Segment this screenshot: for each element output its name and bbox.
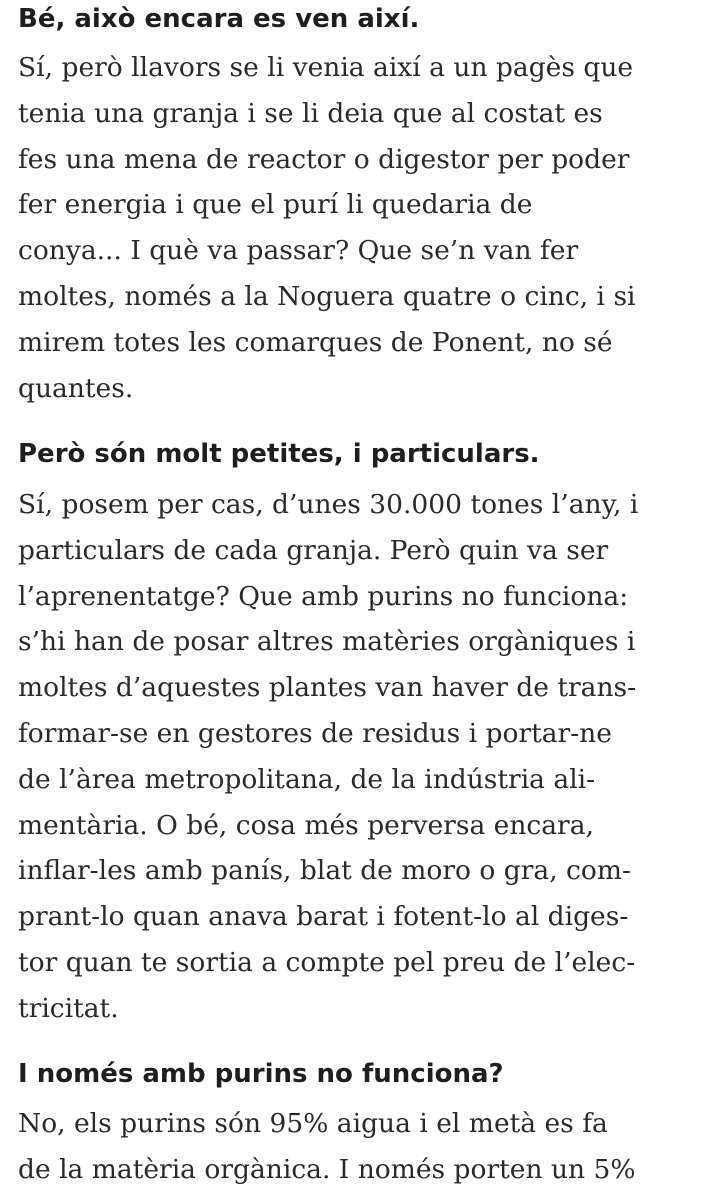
interview-answer [18,482,638,1032]
answer-line: Sí, però llavors se li venia així a un pagès que [18,52,634,83]
answer-line: mirem totes les comarques de Ponent, no sé [18,326,613,358]
answer-line: inflar-les amb panís, blat de moro o gra, com- [18,855,631,887]
answer-line: Sí, posem per cas, d’unes 30.000 tones l’any, i [18,489,639,520]
answer-line: conya... I què va passar? Que se’n van fer [18,235,579,267]
interview-answer [18,45,636,411]
answer-line: mentària. O bé, cosa més perversa encara, [18,809,594,841]
answer-line: fer energia i que el purí li quedaria de [18,189,533,221]
answer-line: formar-se en gestores de residus i portar-ne [18,717,612,749]
answer-line: tenia una granja i se li deia que al costat es [18,97,603,129]
interview-answer [18,1101,636,1193]
answer-line: de l’àrea metropolitana, de la indústria ali- [18,763,596,795]
answer-line: tricitat. [18,992,119,1024]
answer-line: quantes. [18,372,134,404]
interview-question: Però són molt petites, i particulars. [18,439,540,469]
interview-question: Bé, això encara es ven així. [18,4,420,34]
answer-line: de la matèria orgànica. I només porten un 5% [18,1153,636,1185]
answer-line: fes una mena de reactor o digestor per poder [18,143,630,175]
answer-line: No, els purins són 95% aigua i el metà es fa [18,1108,608,1139]
answer-line: s’hi han de posar altres matèries orgàniques i [18,626,636,658]
answer-line: moltes, només a la Noguera quatre o cinc, i si [18,280,636,312]
interview-question: I només amb purins no funciona? [18,1059,504,1089]
answer-line: tor quan te sortia a compte pel preu de l’elec- [18,946,636,978]
answer-line: moltes d’aquestes plantes van haver de trans- [18,672,637,704]
answer-line: prant-lo quan anava barat i fotent-lo al diges- [18,901,629,933]
answer-line: particulars de cada granja. Però quin va ser [18,534,609,566]
answer-line: l’aprenentatge? Que amb purins no funciona: [18,580,629,612]
